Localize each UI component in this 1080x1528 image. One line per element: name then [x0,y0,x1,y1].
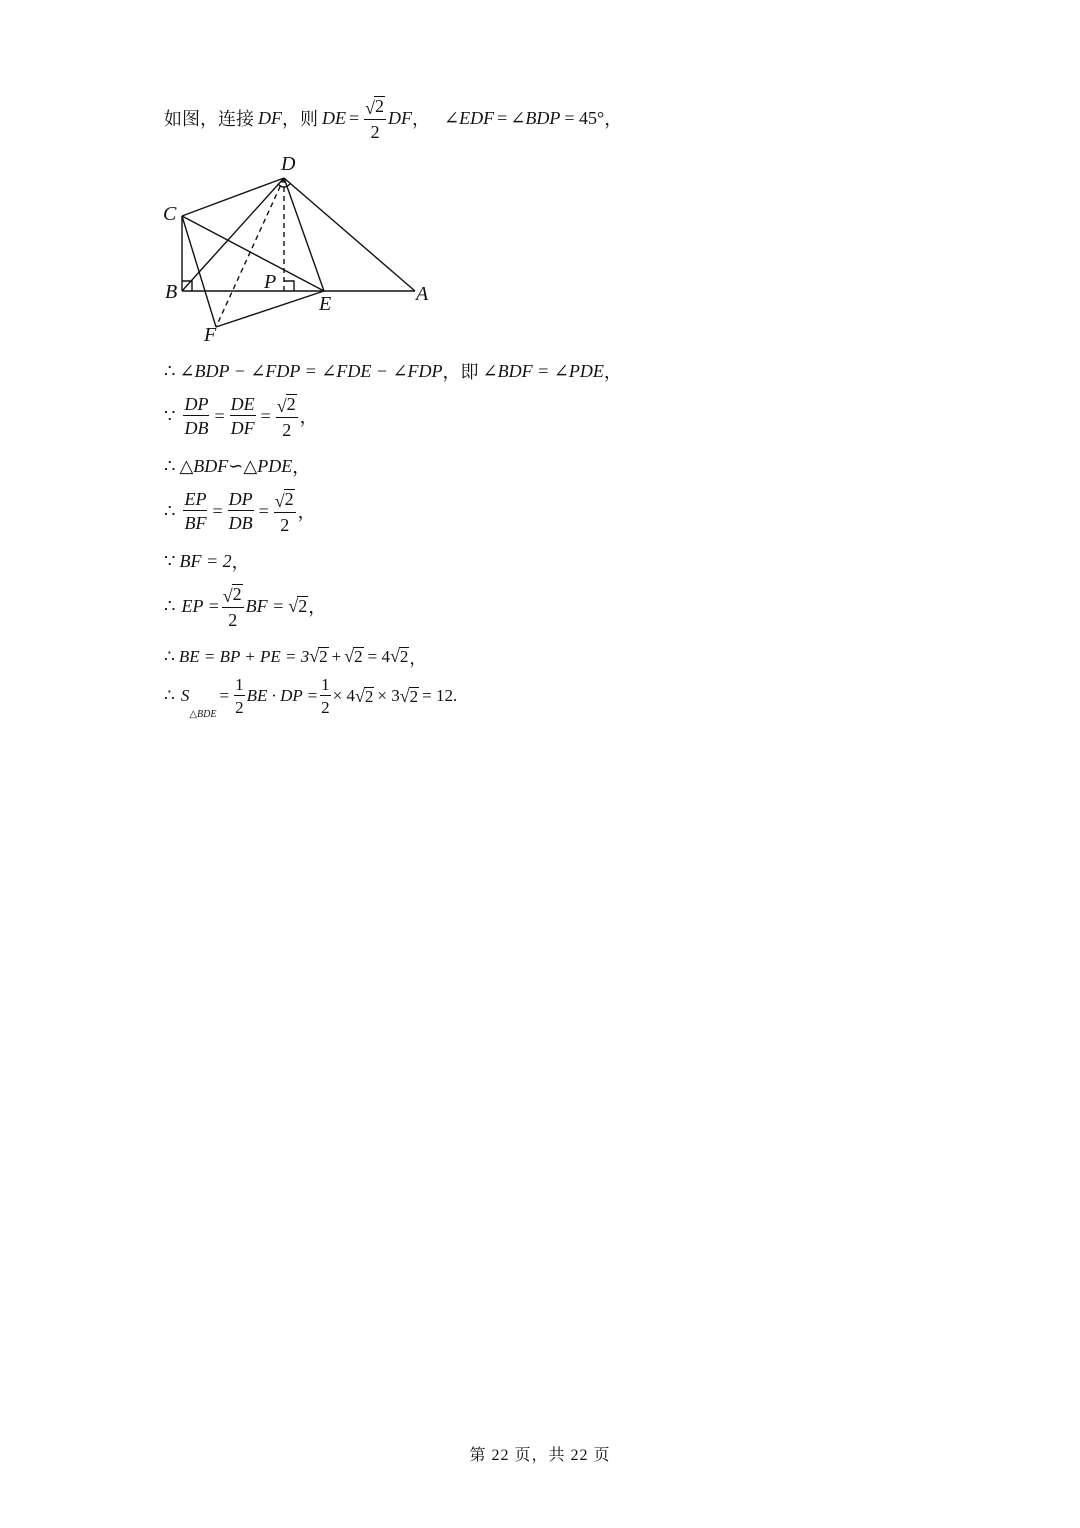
solution-line-8 [164,644,426,669]
segment-df: DF [258,107,282,128]
therefore-symbol: ∴ [164,595,176,616]
segment-cf [182,216,216,327]
denominator: 2 [280,514,290,535]
expression: BF = 2 [179,550,232,571]
equals: = [349,107,360,128]
sqrt: √ 2 [399,685,419,706]
radicand: 2 [286,394,296,414]
fraction-sqrt2-over-2: √ 2 2 [222,584,242,630]
text: ， [409,649,427,668]
label-c: C [163,203,177,225]
denominator: 2 [282,419,292,440]
area-symbol: S [180,686,190,705]
fraction [230,395,256,437]
fraction [228,490,254,532]
text: ， [231,552,250,572]
radicand: 2 [399,647,409,667]
denominator: DB [228,513,253,534]
numerator: 1 [235,675,244,694]
text: 如图，连接 [164,109,254,130]
value: = 45° [564,107,605,128]
denominator: BF [184,513,207,534]
fraction-one-half [234,676,245,716]
therefore-symbol: ∴ [164,646,175,666]
therefore-symbol: ∴ [164,686,175,705]
sqrt: √ 2 [344,646,363,667]
solution-line-1 [164,96,622,141]
text: ， [412,109,431,130]
page-footer: 第 22 页，共 22 页 [469,1447,611,1464]
label-f: F [204,324,217,346]
radicand: 2 [409,686,419,706]
fraction-sqrt2-over-2: √ 2 2 [274,489,294,535]
solution-line-2 [164,358,622,384]
sqrt: √ 2 [389,646,409,667]
denominator: 2 [370,121,380,142]
radicand: 2 [375,96,385,116]
solution-line-9 [164,675,458,720]
expression: ∠BDP − ∠FDP = ∠FDE − ∠FDP [179,360,443,381]
label-e: E [319,293,332,315]
expression: = 12 [422,686,453,705]
segment-de: DE [322,107,346,128]
label-p: P [264,271,277,293]
fraction-sqrt2-over-2: √ 2 2 [276,394,296,440]
label-a: A [416,283,429,305]
numerator: 1 [321,675,330,694]
expression: BE = BP + PE = 3 [178,646,310,666]
angle-edf: ∠EDF [444,107,495,128]
text: ，即 [442,362,479,382]
numerator: DP [228,489,253,510]
fraction-sqrt2-over-2: √ 2 2 [365,96,385,142]
therefore-symbol: ∴ [164,360,176,381]
radicand: 2 [354,647,363,667]
solution-line-3: ∵ $\frac{DP}{DB}$ = $\frac{DE}{DF}$ = √ 2 2 ， [164,394,318,440]
denominator: 2 [235,698,244,717]
numerator: EP [184,489,207,510]
expression: BE · DP = [246,686,319,705]
angle-bdp: ∠BDP [510,107,561,128]
label-d: D [281,153,296,175]
numerator: DP [184,394,209,415]
segment-df-dashed [216,178,284,327]
solution-line-6 [164,548,250,574]
text: ， [297,502,316,523]
equals: = [219,686,230,705]
expression: × 4 [332,686,356,705]
expression: EP = [181,595,220,616]
segment-fe [216,291,324,327]
fraction [183,490,207,532]
text: ， [603,362,622,382]
text: ， [308,597,327,618]
plus: + [331,646,342,666]
denominator: 2 [321,698,330,717]
denominator: 2 [228,609,238,630]
solution-line-5: ∴ $\frac{EP}{BF}$ = $\frac{DP}{DB}$ = √ 2 2 ， [164,489,316,535]
segment-ce [182,216,324,291]
expression: △BDF∽△PDE [179,455,293,476]
text: ，则 [282,109,318,130]
solution-line-4 [164,453,310,479]
sqrt: √ 2 [288,595,308,617]
radicand: 2 [232,584,242,604]
sqrt: √ 2 [309,646,328,667]
radicand: 2 [364,686,374,706]
text: . [452,686,458,705]
because-symbol: ∵ [164,405,176,426]
radicand: 2 [319,647,328,667]
text: ， [604,109,623,130]
fraction [183,395,209,437]
radicand: 2 [284,489,294,509]
therefore-symbol: ∴ [164,500,176,521]
solution-line-7 [164,584,326,629]
radicand: 2 [298,596,308,617]
equals: = [497,107,508,128]
expression: ∠BDF = ∠PDE [482,360,604,381]
expression: = 4 [367,646,390,666]
text: ， [292,457,311,477]
geometry-figure [160,150,450,350]
because-symbol: ∵ [164,550,176,571]
fraction-one-half [320,676,331,716]
therefore-symbol: ∴ [164,455,176,476]
segment-df: DF [388,107,413,128]
denominator: DB [184,418,209,439]
text: ， [299,407,318,428]
expression: BF = [245,595,285,616]
expression: × 3 [377,686,400,705]
sqrt: √ 2 [355,685,374,706]
segment-cd [182,178,284,216]
right-angle-p [284,281,294,291]
denominator: DF [230,418,255,439]
numerator: DE [230,394,255,415]
area-subscript: △BDE [189,709,217,720]
label-b: B [165,281,178,303]
